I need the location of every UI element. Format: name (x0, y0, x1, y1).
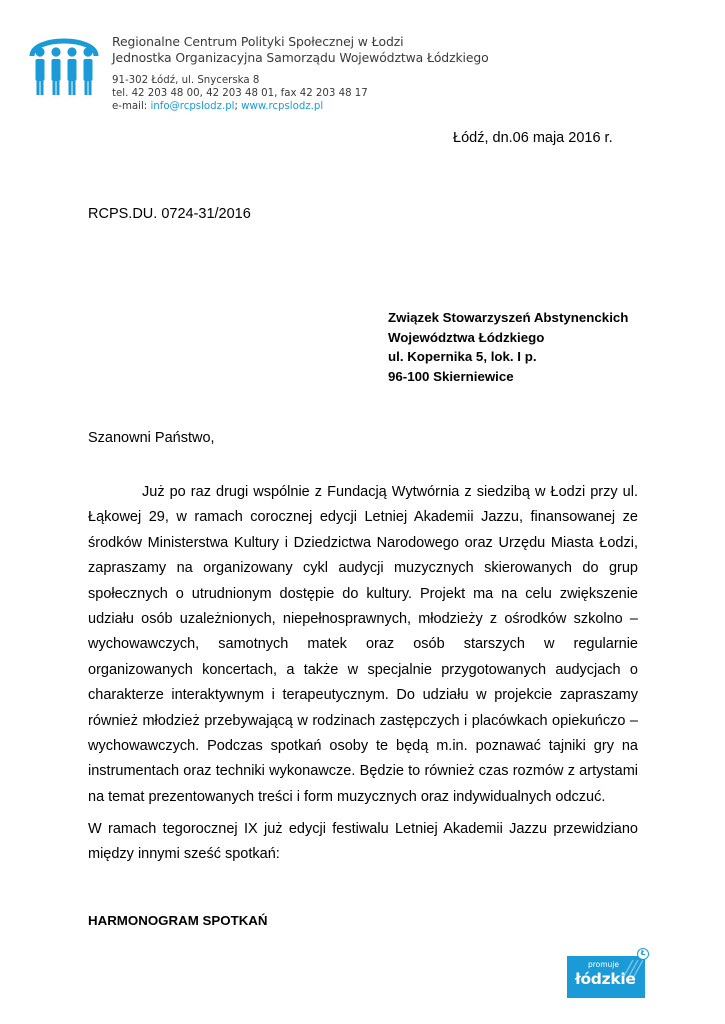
contact-separator: ; (234, 100, 242, 112)
contact-block (112, 75, 368, 113)
org-name-line2: Jednostka Organizacyjna Samorządu Województwa Łódzkiego (112, 50, 489, 65)
org-phone: tel. 42 203 48 00, 42 203 48 01, fax 42 203 48 17 (112, 87, 368, 99)
org-address: 91-302 Łódź, ul. Snycerska 8 (112, 75, 260, 86)
body-paragraph-2: W ramach tegorocznej IX już edycji festiwalu Letniej Akademii Jazzu przewidziano między innymi sześć spotkań: (88, 821, 638, 863)
organization-logo (28, 30, 100, 100)
recipient-line4: 96-100 Skierniewice (388, 368, 514, 384)
email-label: e-mail: (112, 100, 151, 112)
recipient-line3: ul. Kopernika 5, lok. I p. (388, 349, 537, 364)
section-heading: HARMONOGRAM SPOTKAŃ (88, 913, 268, 928)
org-name-line1: Regionalne Centrum Polityki Społecznej w Łodzi (112, 34, 404, 49)
recipient-line1: Związek Stowarzyszeń Abstynenckich (388, 310, 629, 325)
promuje-lodzkie-badge (567, 948, 649, 998)
letter-date: Łódź, dn.06 maja 2016 r. (453, 130, 613, 146)
reference-number: RCPS.DU. 0724-31/2016 (88, 206, 251, 222)
organization-name (112, 34, 489, 66)
recipient-line2: Województwa Łódzkiego (388, 329, 545, 345)
org-email-line (112, 101, 368, 114)
email-link[interactable]: info@rcpslodz.pl (150, 100, 235, 112)
website-link[interactable]: www.rcpslodz.pl (241, 100, 324, 112)
badge-circle-mark: Ł (637, 948, 649, 960)
recipient-address (388, 308, 628, 386)
badge-big-text: łódzkie (575, 970, 636, 988)
badge-small-text: promuje (587, 960, 619, 969)
greeting: Szanowni Państwo, (88, 430, 215, 446)
body-paragraph-1: Już po raz drugi wspólnie z Fundacją Wytwórnia z siedzibą w Łodzi przy ul. Łąkowej 29, w ramach corocznej edycji Letniej Akademii Jazzu, finansowanej ze środków Ministerstwa Kultury i Dziedzictwa Narodowego oraz Urzędu Miasta Łodzi, zapraszamy na organizowany cykl audycji muzycznych skierowanych do grup społecznych o utrudnionym dostępie do kultury. Projekt ma na celu zwiększenie udziału osób uzależnionych, niepełnosprawnych, młodzieży z ośrodków szkolno – wychowawczych, samotnych matek oraz osób starszych w regularnie organizowanych koncertach, a także w specjalnie przygotowanych audycjach o charakterze interaktywnym i terapeutycznym. Do udziału w projekcie zapraszamy również młodzież przebywającą w rodzinach zastępczych i placówkach opiekuńczo – wychowawczych. Podczas spotkań osoby te będą m.in. poznawać tajniki gry na instrumentach oraz techniki wykonawcze. Będzie to również czas rozmów z artystami na temat prezentowanych treści i form muzycznych oraz indywidualnych odczuć. (88, 484, 638, 805)
